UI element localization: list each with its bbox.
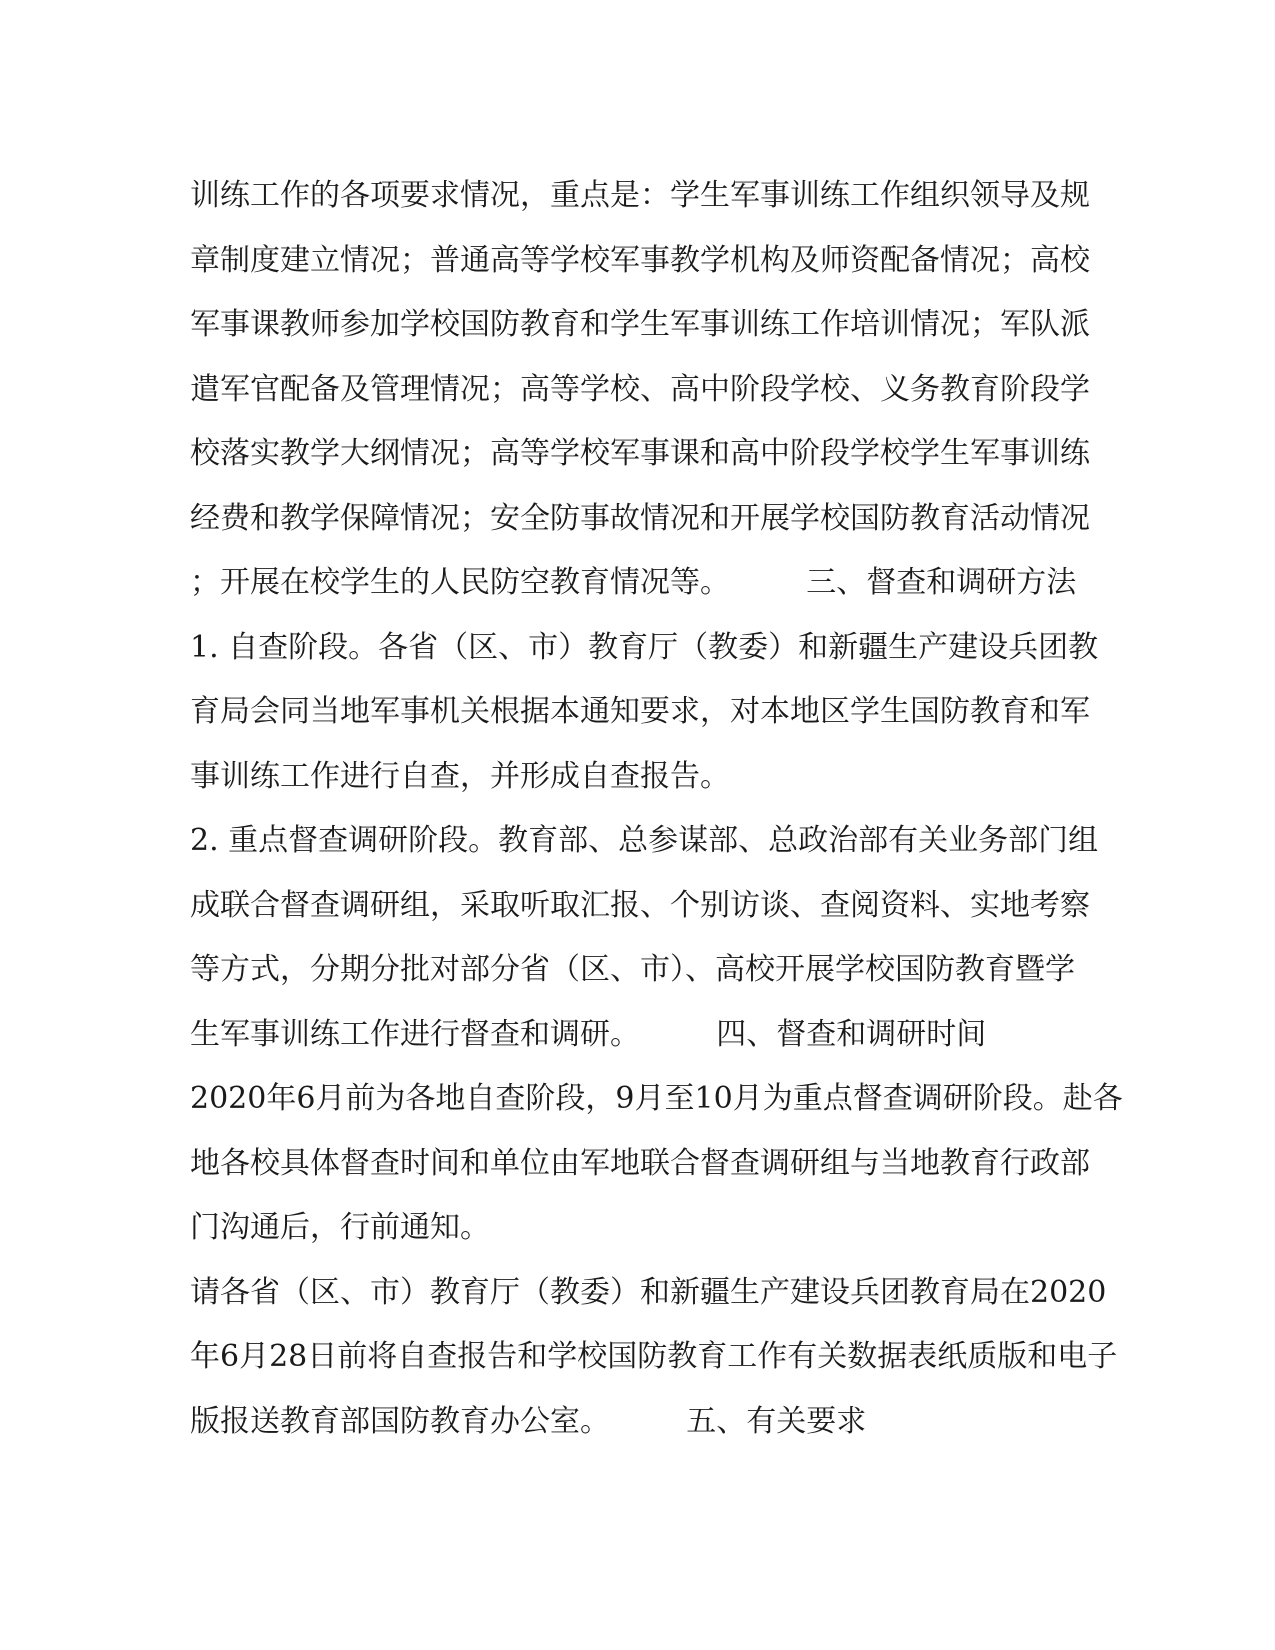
text-line: 地各校具体督查时间和单位由军地联合督查调研组与当地教育行政部 <box>190 1145 1090 1181</box>
text-line: 门沟通后，行前通知。 <box>190 1210 490 1245</box>
text-line: 成联合督查调研组，采取听取汇报、个别访谈、查阅资料、实地考察 <box>190 887 1090 923</box>
text-line: 经费和教学保障情况；安全防事故情况和开展学校国防教育活动情况 <box>190 500 1090 536</box>
text-line: 生军事训练工作进行督查和调研。 四、督查和调研时间 <box>190 1016 987 1052</box>
text-line: 章制度建立情况；普通高等学校军事教学机构及师资配备情况；高校 <box>190 242 1090 278</box>
text-line: 军事课教师参加学校国防教育和学生军事训练工作培训情况；军队派 <box>190 307 1090 342</box>
text-line: 1. 自查阶段。各省（区、市）教育厅（教委）和新疆生产建设兵团教 <box>190 629 1099 665</box>
text-line: 遣军官配备及管理情况；高等学校、高中阶段学校、义务教育阶段学 <box>190 371 1090 407</box>
text-line: 育局会同当地军事机关根据本通知要求，对本地区学生国防教育和军 <box>190 694 1090 729</box>
text-line: 2020年6月前为各地自查阶段，9月至10月为重点督查调研阶段。赴各 <box>190 1081 1123 1116</box>
text-line: 年6月28日前将自查报告和学校国防教育工作有关数据表纸质版和电子 <box>190 1339 1118 1374</box>
text-line: 请各省（区、市）教育厅（教委）和新疆生产建设兵团教育局在2020 <box>190 1274 1107 1310</box>
body-text <box>190 164 1123 1454</box>
text-line: 版报送教育部国防教育办公室。 五、有关要求 <box>190 1403 867 1439</box>
text-line: ；开展在校学生的人民防空教育情况等。 三、督查和调研方法 <box>190 565 1077 600</box>
text-line: 事训练工作进行自查，并形成自查报告。 <box>190 758 730 794</box>
text-line: 校落实教学大纲情况；高等学校军事课和高中阶段学校学生军事训练 <box>190 436 1090 471</box>
text-line: 训练工作的各项要求情况，重点是：学生军事训练工作组织领导及规 <box>190 178 1090 213</box>
text-line: 等方式，分期分批对部分省（区、市）、高校开展学校国防教育暨学 <box>190 952 1075 987</box>
text-line: 2. 重点督查调研阶段。教育部、总参谋部、总政治部有关业务部门组 <box>190 823 1099 858</box>
